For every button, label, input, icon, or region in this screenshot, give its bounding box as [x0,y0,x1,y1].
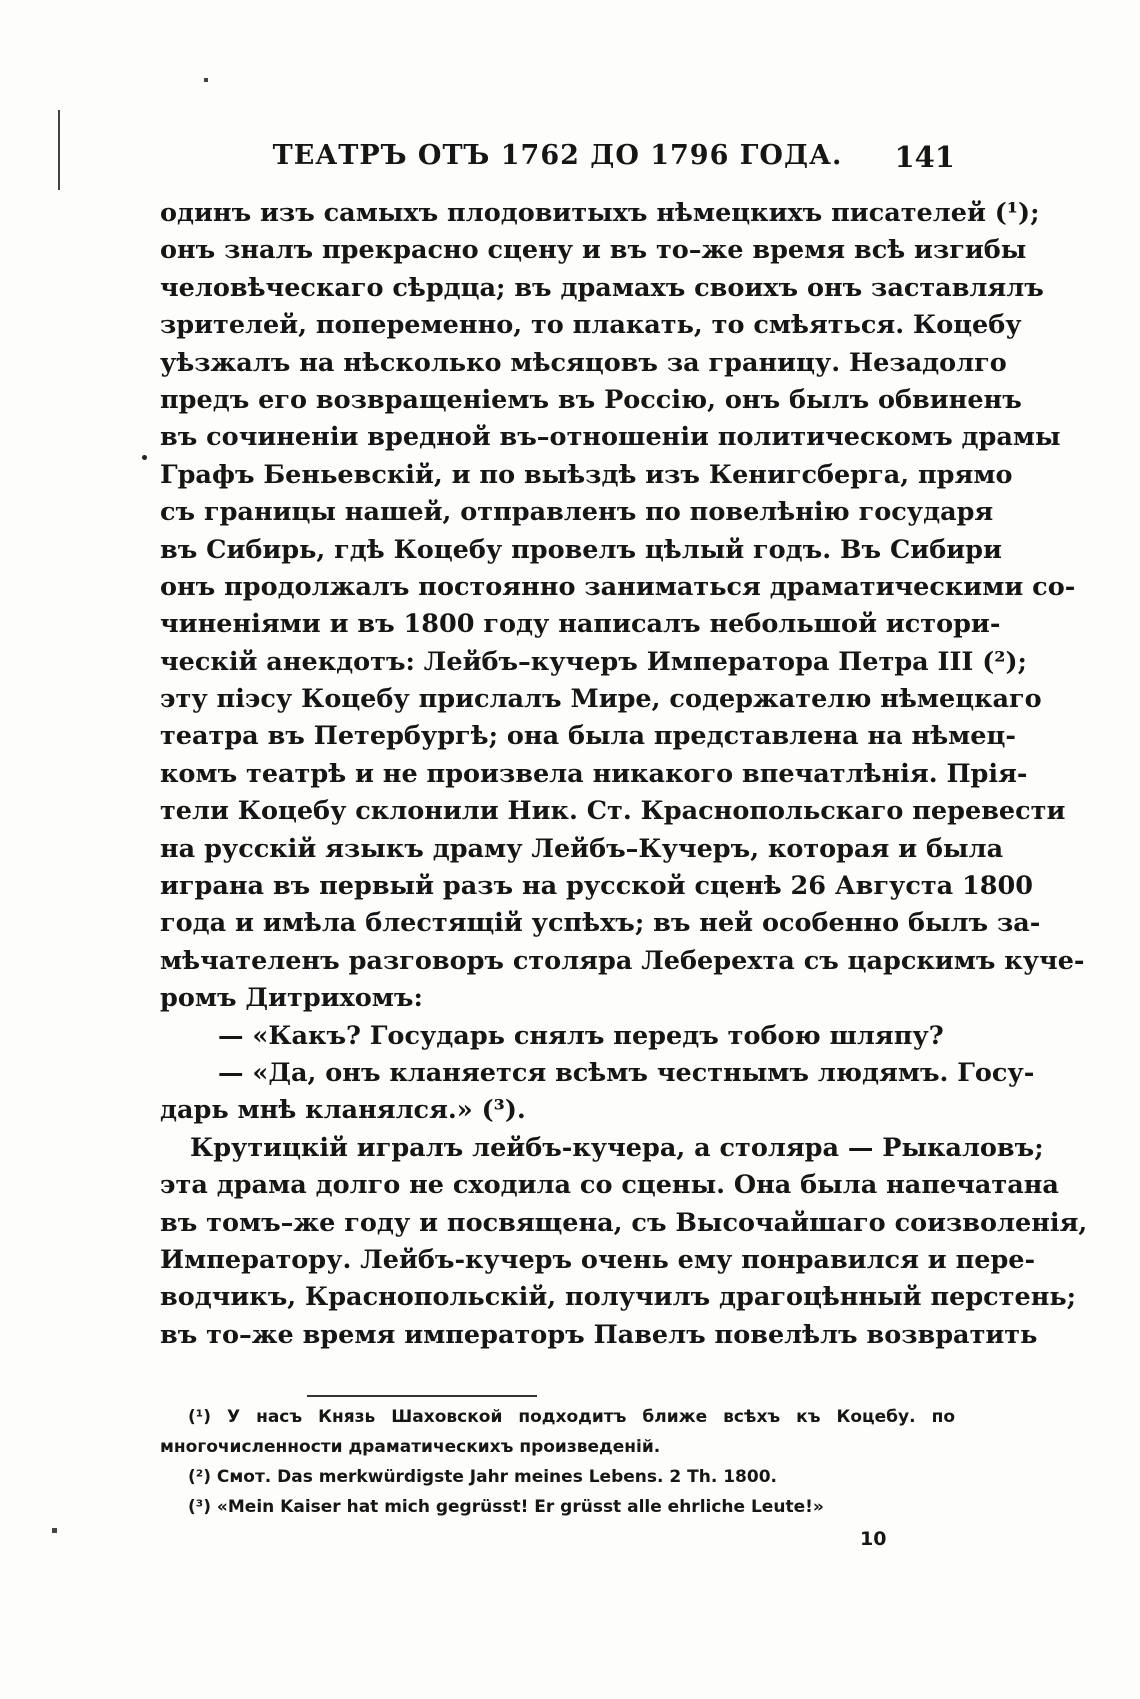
scan-mark-left [58,110,60,190]
text-line: предъ его возвращеніемъ въ Россію, онъ былъ обвиненъ [160,384,1022,415]
text-line: зрителей, попеременно, то плакать, то смѣяться. Коцебу [160,310,1022,341]
paragraph-line: Императору. Лейбъ-кучеръ очень ему понравился и пере- [160,1244,1036,1275]
text-line: въ Сибирь, гдѣ Коцебу провелъ цѣлый годъ. Въ Сибири [160,534,1002,565]
scan-mark-left-bottom [52,1528,57,1533]
footnote-line: многочисленности драматическихъ произведеній. [160,1437,661,1457]
footnotes [160,1402,955,1522]
dialog-line: — «Да, онъ кланяется всѣмъ честнымъ людямъ. Госу- [218,1057,1035,1088]
text-line: комъ театрѣ и не произвела никакого впечатлѣнія. Прія- [160,758,1028,789]
paragraph-line: въ то–же время императоръ Павелъ повелѣлъ возвратить [160,1319,1038,1350]
paragraph-line: Крутицкій игралъ лейбъ-кучера, а столяра — Рыкаловъ; [190,1132,1044,1163]
text-line: ческій анекдотъ: Лейбъ–кучеръ Императора Петра III (²); [160,646,1027,677]
text-line: эту піэсу Коцебу прислалъ Мире, содержателю нѣмецкаго [160,684,1042,715]
text-line: Графъ Беньевскій, и по выѣздѣ изъ Кенигсберга, прямо [160,459,1013,490]
signature-mark: 10 [860,1528,887,1550]
footnote-line: (¹) У насъ Князь Шаховской подходитъ ближе всѣхъ къ Коцебу. по [188,1407,955,1427]
footnote-divider [307,1395,537,1397]
text-line: онъ зналъ прекрасно сцену и въ то–же время всѣ изгибы [160,235,1027,266]
footnote-line: (³) «Mein Kaiser hat mich gegrüsst! Er grüsst alle ehrliche Leute!» [188,1497,824,1517]
footnote-line: (²) Смот. Das merkwürdigste Jahr meines Lebens. 2 Th. 1800. [188,1467,777,1487]
text-line: чиненіями и въ 1800 году написалъ небольшой истори- [160,609,1001,640]
dialog-line: дарь мнѣ кланялся.» (³). [160,1095,526,1126]
text-line: тели Коцебу склонили Ник. Ст. Краснопольскаго перевести [160,796,1066,827]
text-line: года и имѣла блестящій успѣхъ; въ ней особенно былъ за- [160,908,1041,939]
text-line: съ границы нашей, отправленъ по повелѣнію государя [160,497,994,528]
dialog-line: — «Какъ? Государь снялъ передъ тобою шляпу? [218,1020,944,1051]
paragraph-line: эта драма долго не сходила со сцены. Она была напечатана [160,1170,1059,1201]
text-line: въ сочиненіи вредной въ–отношеніи политическомъ драмы [160,422,1061,453]
scan-mark-top [204,78,208,82]
paragraph-line: въ томъ–же году и посвящена, съ Высочайшаго соизволенія, [160,1207,1088,1238]
text-line: театра въ Петербургѣ; она была представлена на нѣмец- [160,721,1016,752]
text-line: ромъ Дитрихомъ: [160,983,423,1014]
running-title: ТЕАТРЪ ОТЪ 1762 ДО 1796 ГОДА. [272,140,843,171]
page-number: 141 [894,140,955,174]
text-line: уѣзжалъ на нѣсколько мѣсяцовъ за границу. Незадолго [160,347,1007,378]
text-line: играна въ первый разъ на русской сценѣ 26 Августа 1800 [160,871,1034,902]
body-text [160,195,1088,1354]
text-line: мѣчателенъ разговоръ столяра Леберехта съ царскимъ куче- [160,945,1085,976]
text-line: одинъ изъ самыхъ плодовитыхъ нѣмецкихъ писателей (¹); [160,198,1040,228]
page-header [160,140,955,180]
margin-dot [142,455,147,460]
text-line: онъ продолжалъ постоянно заниматься драматическими со- [160,571,1076,602]
text-line: человѣческаго сѣрдца; въ драмахъ своихъ онъ заставлялъ [160,272,1044,303]
text-line: на русскій языкъ драму Лейбъ–Кучеръ, которая и была [160,833,1004,864]
paragraph-line: водчикъ, Краснопольскій, получилъ драгоцѣнный перстень; [160,1282,1077,1313]
